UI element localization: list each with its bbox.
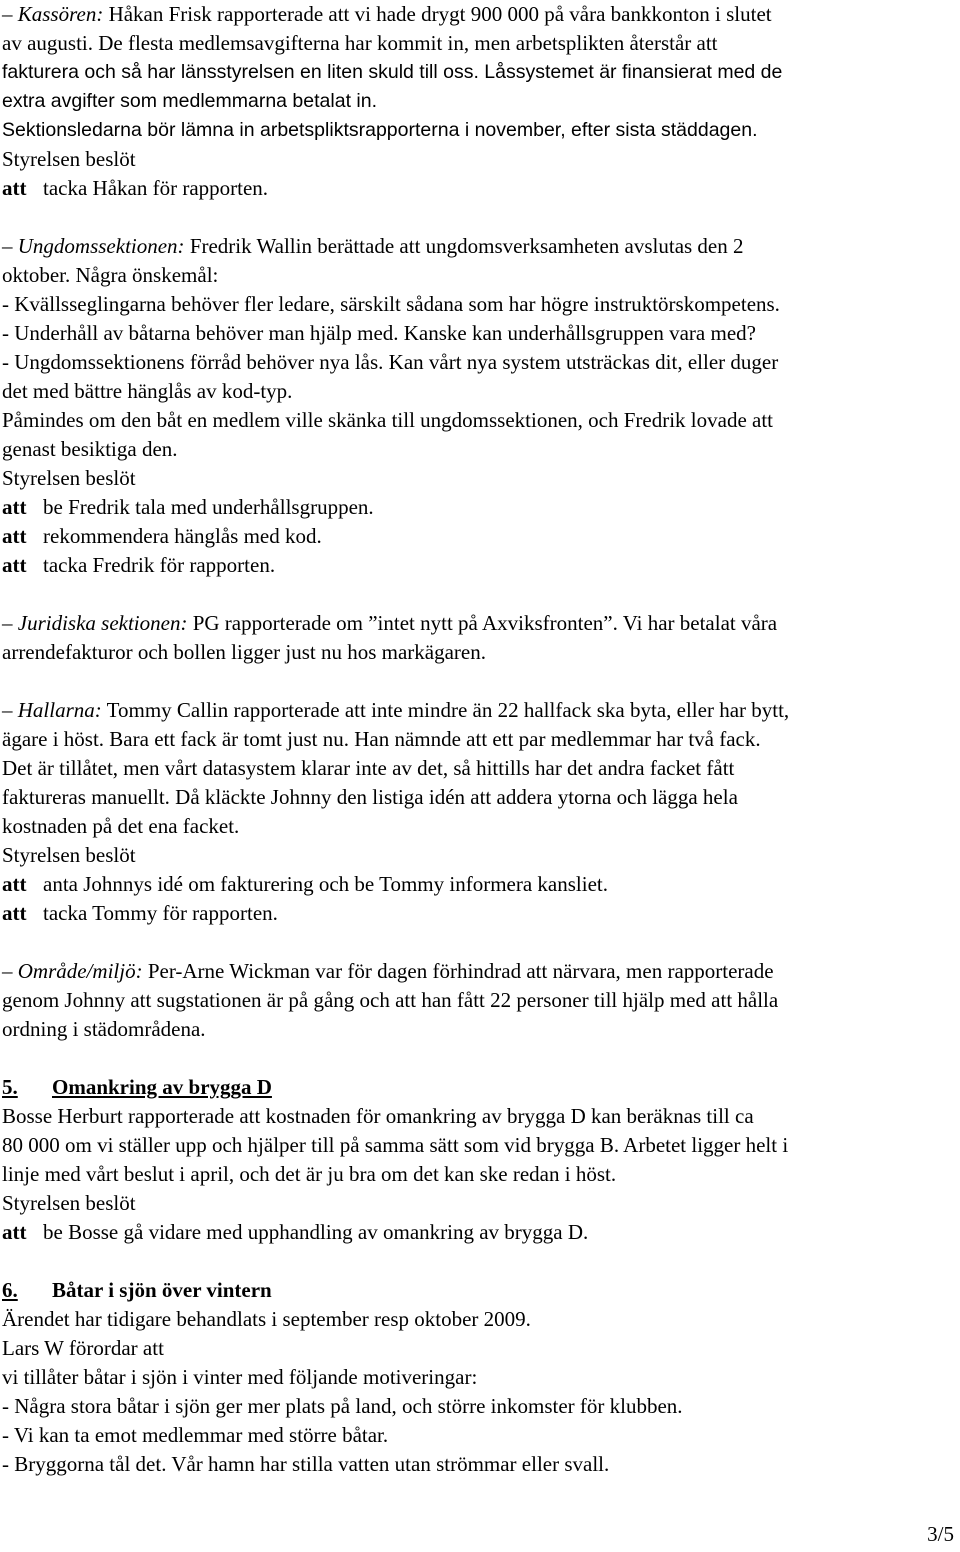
text-line: Lars W förordar att <box>2 1336 164 1360</box>
text-line <box>2 696 958 725</box>
decision-text: tacka Tommy för rapporten. <box>43 901 278 925</box>
spacer <box>2 667 958 696</box>
text-span: PG rapporterade om ”intet nytt på Axviksfronten”. Vi har betalat våra <box>187 611 778 635</box>
dash: – <box>2 234 18 258</box>
decision-text: tacka Fredrik för rapporten. <box>43 553 276 577</box>
text-span: Tommy Callin rapporterade att inte mindre än 22 hallfack ska byta, eller har bytt, <box>101 698 790 722</box>
text-line: Sektionsledarna bör lämna in arbetspliktsrapporterna i november, efter sista städdagen. <box>2 119 758 141</box>
text-line: faktureras manuellt. Då kläckte Johnny den listiga idén att addera ytorna och lägga hela <box>2 785 738 809</box>
spacer <box>2 928 958 957</box>
text-line: - Underhåll av båtarna behöver man hjälp med. Kanske kan underhållsgruppen vara med? <box>2 321 756 345</box>
decision-item <box>2 899 958 928</box>
text-line: - Vi kan ta emot medlemmar med större båtar. <box>2 1423 389 1447</box>
section-number: 5. <box>2 1075 18 1099</box>
decision-item <box>2 522 958 551</box>
dash: – <box>2 2 18 26</box>
text-line: extra avgifter som medlemmarna betalat in. <box>2 90 377 112</box>
decision-text: rekommendera hänglås med kod. <box>43 524 322 548</box>
decision-item <box>2 870 958 899</box>
text-line: fakturera och så har länsstyrelsen en liten skuld till oss. Låssystemet är finansierat med de <box>2 61 783 83</box>
text-line: 80 000 om vi ställer upp och hjälper till på samma sätt som vid brygga B. Arbetet ligger helt i <box>2 1133 789 1157</box>
halls-report <box>2 696 958 928</box>
decision-item <box>2 174 958 203</box>
section-title: Båtar i sjön över vintern <box>52 1278 272 1302</box>
decision-text: be Fredrik tala med underhållsgruppen. <box>43 495 374 519</box>
decision-item <box>2 551 958 580</box>
decision-item <box>2 1218 958 1247</box>
section-6 <box>2 1276 958 1479</box>
section-heading <box>2 1276 958 1305</box>
att-keyword: att <box>2 495 27 519</box>
text-line: - Kvällsseglingarna behöver fler ledare, särskilt sådana som har högre instruktörskompetens. <box>2 292 780 316</box>
text-line: arrendefakturor och bollen ligger just nu hos markägaren. <box>2 640 486 664</box>
text-line: linje med vårt beslut i april, och det är ju bra om det kan ske redan i höst. <box>2 1162 617 1186</box>
section-5 <box>2 1073 958 1247</box>
text-line: - Bryggorna tål det. Vår hamn har stilla vatten utan strömmar eller svall. <box>2 1452 610 1476</box>
section-title: Omankring av brygga D <box>52 1075 272 1099</box>
text-line: - Ungdomssektionens förråd behöver nya lås. Kan vårt nya system utsträckas dit, eller duger <box>2 350 779 374</box>
text-span: Håkan Frisk rapporterade att vi hade drygt 900 000 på våra bankkonton i slutet <box>103 2 772 26</box>
spacer <box>2 203 958 232</box>
area-environment-label: Område/miljö: <box>17 959 143 983</box>
att-keyword: att <box>2 524 27 548</box>
decision-item <box>2 493 958 522</box>
text-span: Fredrik Wallin berättade att ungdomsverksamheten avslutas den 2 <box>184 234 744 258</box>
section-number: 6. <box>2 1278 18 1302</box>
decision-heading: Styrelsen beslöt <box>2 466 136 490</box>
dash: – <box>2 611 18 635</box>
text-line: Ärendet har tidigare behandlats i september resp oktober 2009. <box>2 1307 531 1331</box>
text-line: av augusti. De flesta medlemsavgifterna har kommit in, men arbetsplikten återstår att <box>2 31 718 55</box>
decision-text: be Bosse gå vidare med upphandling av omankring av brygga D. <box>43 1220 589 1244</box>
dash: – <box>2 698 18 722</box>
treasurer-label: Kassören: <box>17 2 104 26</box>
legal-section-report <box>2 609 958 667</box>
text-line: vi tillåter båtar i sjön i vinter med följande motiveringar: <box>2 1365 478 1389</box>
dash: – <box>2 959 18 983</box>
text-line <box>2 0 958 29</box>
text-line: kostnaden på det ena facket. <box>2 814 240 838</box>
text-line: Det är tillåtet, men vårt datasystem klarar inte av det, så hittills har det andra facket fått <box>2 756 735 780</box>
decision-heading: Styrelsen beslöt <box>2 1191 136 1215</box>
text-line: Påmindes om den båt en medlem ville skänka till ungdomssektionen, och Fredrik lovade att <box>2 408 774 432</box>
text-line: oktober. Några önskemål: <box>2 263 219 287</box>
legal-section-label: Juridiska sektionen: <box>17 611 188 635</box>
att-keyword: att <box>2 176 27 200</box>
text-line: - Några stora båtar i sjön ger mer plats på land, och större inkomster för klubben. <box>2 1394 683 1418</box>
text-line <box>2 609 958 638</box>
text-span: Per-Arne Wickman var för dagen förhindrad att närvara, men rapporterade <box>142 959 774 983</box>
text-line: ordning i städområdena. <box>2 1017 206 1041</box>
decision-heading: Styrelsen beslöt <box>2 843 136 867</box>
att-keyword: att <box>2 1220 27 1244</box>
text-line <box>2 232 958 261</box>
area-environment-report <box>2 957 958 1044</box>
decision-text: anta Johnnys idé om fakturering och be Tommy informera kansliet. <box>43 872 609 896</box>
text-line: ägare i höst. Bara ett fack är tomt just nu. Han nämnde att ett par medlemmar har två fack. <box>2 727 761 751</box>
spacer <box>2 1247 958 1276</box>
decision-heading: Styrelsen beslöt <box>2 147 136 171</box>
att-keyword: att <box>2 901 27 925</box>
halls-label: Hallarna: <box>17 698 102 722</box>
spacer <box>2 580 958 609</box>
text-line <box>2 957 958 986</box>
treasurer-report <box>2 0 958 203</box>
text-line: Bosse Herburt rapporterade att kostnaden för omankring av brygga D kan beräknas till ca <box>2 1104 754 1128</box>
youth-section-label: Ungdomssektionen: <box>17 234 185 258</box>
section-heading <box>2 1073 958 1102</box>
page-number: 3/5 <box>927 1522 954 1546</box>
att-keyword: att <box>2 553 27 577</box>
decision-text: tacka Håkan för rapporten. <box>43 176 269 200</box>
text-line: genom Johnny att sugstationen är på gång och att han fått 22 personer till hjälp med att hålla <box>2 988 779 1012</box>
youth-section-report <box>2 232 958 580</box>
spacer <box>2 1044 958 1073</box>
text-line: det med bättre hänglås av kod-typ. <box>2 379 293 403</box>
document-body <box>2 0 958 1479</box>
text-line: genast besiktiga den. <box>2 437 178 461</box>
att-keyword: att <box>2 872 27 896</box>
